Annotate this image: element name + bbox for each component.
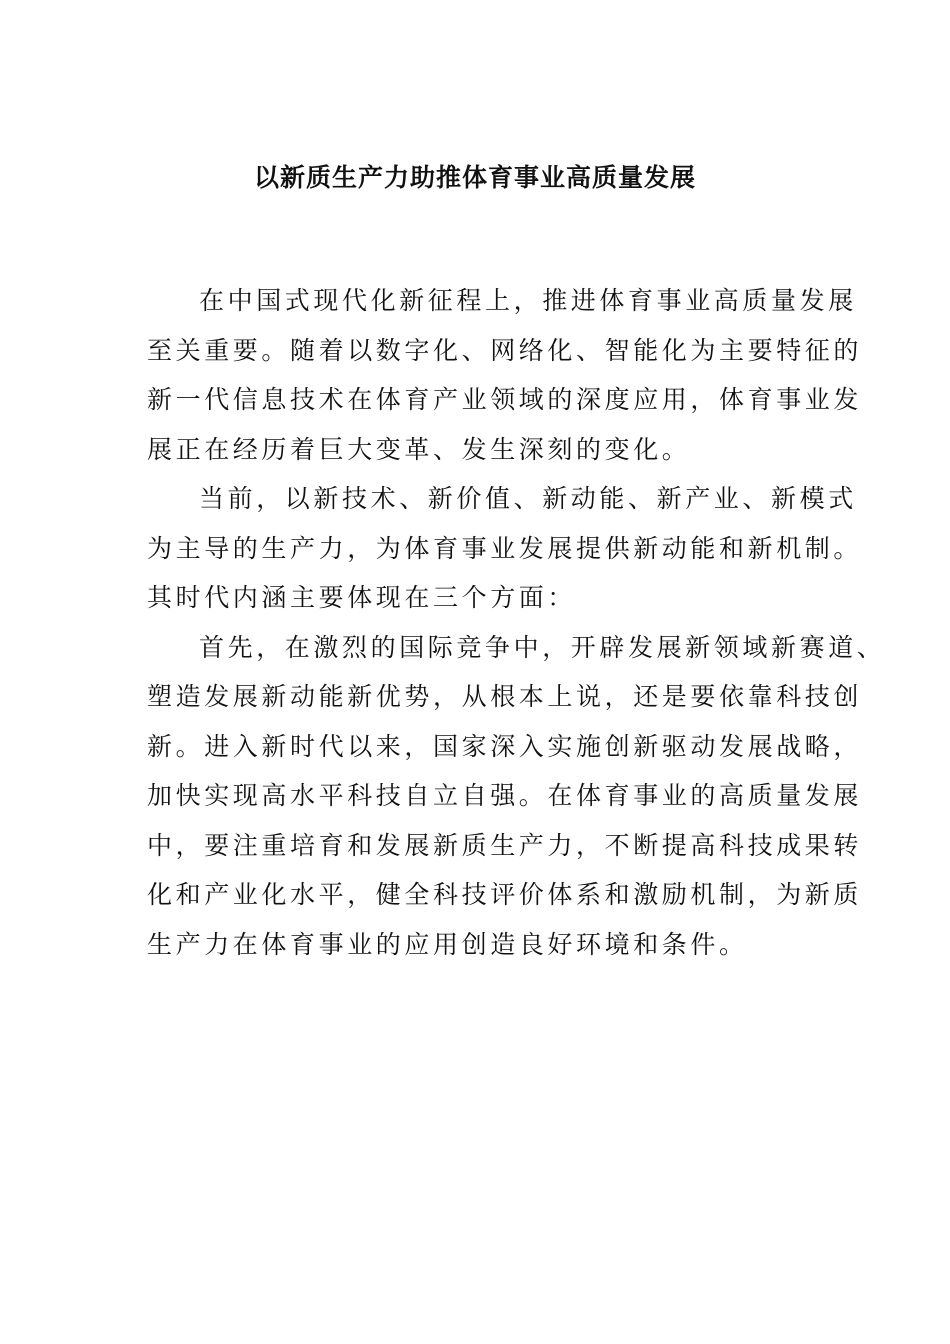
paragraph-3 xyxy=(147,623,886,970)
paragraph-line: 塑造发展新动能新优势，从根本上说，还是要依靠科技创 xyxy=(147,682,863,711)
paragraph-line: 至关重要。随着以数字化、网络化、智能化为主要特征的 xyxy=(147,335,863,365)
paragraph-line: 首先，在激烈的国际竞争中，开辟发展新领域新赛道、 xyxy=(199,632,886,662)
paragraph-line: 化和产业化水平，健全科技评价体系和激励机制，为新质 xyxy=(147,880,863,909)
paragraph-line: 在中国式现代化新征程上，推进体育事业高质量发展 xyxy=(199,286,857,315)
paragraph-line: 生产力在体育事业的应用创造良好环境和条件。 xyxy=(147,929,748,959)
paragraph-line: 加快实现高水平科技自立自强。在体育事业的高质量发展 xyxy=(147,781,863,810)
paragraph-1 xyxy=(147,276,863,474)
page-title: 以新质生产力助推体育事业高质量发展 xyxy=(253,163,696,192)
paragraph-line: 新。进入新时代以来，国家深入实施创新驱动发展战略， xyxy=(147,731,863,761)
paragraph-line: 当前，以新技术、新价值、新动能、新产业、新模式 xyxy=(199,484,857,513)
paragraph-line: 展正在经历着巨大变革、发生深刻的变化。 xyxy=(147,434,691,464)
paragraph-line: 为主导的生产力，为体育事业发展提供新动能和新机制。 xyxy=(147,533,863,563)
body-text xyxy=(147,276,886,969)
paragraph-line: 新一代信息技术在体育产业领域的深度应用，体育事业发 xyxy=(147,385,863,414)
paragraph-line: 其时代内涵主要体现在三个方面： xyxy=(147,583,577,612)
paragraph-2 xyxy=(147,474,863,623)
paragraph-line: 中，要注重培育和发展新质生产力，不断提高科技成果转 xyxy=(147,830,863,860)
